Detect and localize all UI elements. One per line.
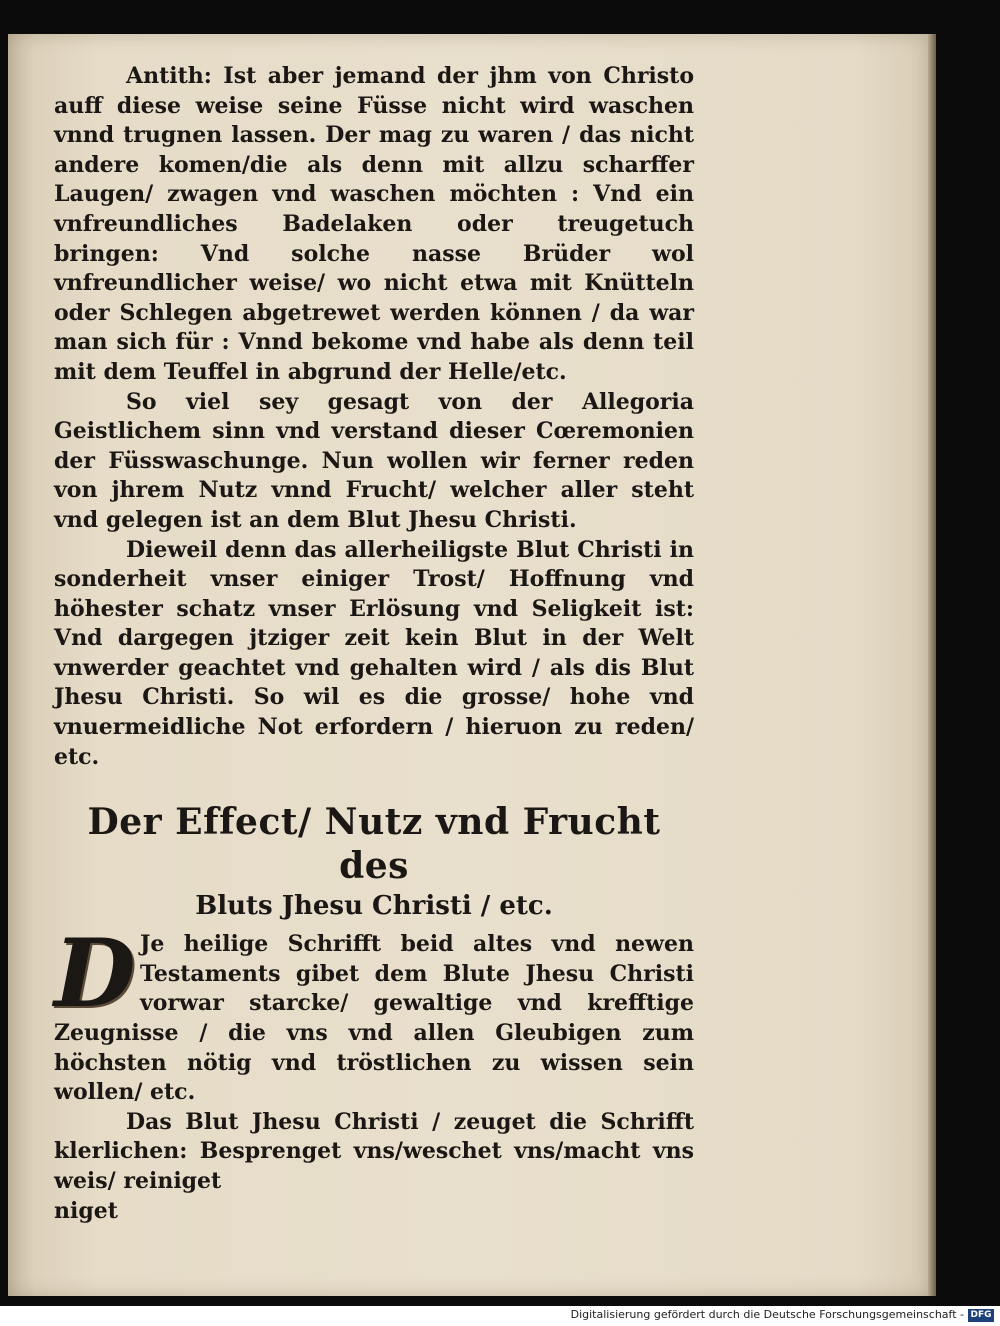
paragraph-blut-christi: Dieweil denn das allerheiligste Blut Christi in sonderheit vnser einiger Trost/ Hoffnung vnd höhester schatz vnser Erlösung vnd Seligkeit ist: Vnd dargegen jtziger zeit kein Blut in der Welt vnwerder geachtet vnd gehalten wird / als dis Blut Jhesu Christi. So wil es die grosse/ hohe vnd vnuermeidliche Not erfordern / hieruon zu reden/ etc. — [54, 536, 694, 770]
funding-credit: Digitalisierung gefördert durch die Deutsche Forschungsgemeinschaft - — [570, 1308, 964, 1321]
section-heading-line1: Der Effect/ Nutz vnd Frucht des — [87, 801, 661, 888]
section-heading-line2: Bluts Jhesu Christi / etc. — [195, 891, 553, 922]
paragraph-allegoria: So viel sey gesagt von der Allegoria Geistlichem sinn vnd verstand dieser Cœremonien der Füsswaschunge. Nun wollen wir ferner reden von jhrem Nutz vnnd Frucht/ welcher aller steht vnd gelegen ist an dem Blut Jhesu Christi. — [54, 388, 694, 533]
catchword: niget — [54, 1197, 118, 1224]
paragraph-schrifft — [54, 919, 694, 1108]
dfg-logo-icon: DFG — [968, 1309, 994, 1322]
page-text — [54, 62, 694, 1226]
footer-bar — [0, 1306, 1000, 1326]
paragraph-klerlichen: Das Blut Jhesu Christi / zeuget die Schrifft klerlichen: Besprenget vns/weschet vns/macht vns weis/ reiniget — [54, 1108, 694, 1194]
drop-cap-initial: D — [54, 919, 136, 1030]
paragraph-antithesis: Antith: Ist aber jemand der jhm von Christo auff diese weise seine Füsse nicht wird waschen vnnd trugnen lassen. Der mag zu waren / das nicht andere komen/die als denn mit allzu scharffer Laugen/ zwagen vnd waschen möchten : Vnd ein vnfreundliches Badelaken oder treugetuch bringen: Vnd solche nasse Brüder wol vnfreundlicher weise/ wo nicht etwa mit Knütteln oder Schlegen abgetrewet werden können / da war man sich für : Vnnd bekome vnd habe als denn teil mit dem Teuffel in abgrund der Helle/etc. — [54, 63, 694, 385]
page-edge — [928, 34, 936, 1296]
paragraph-schrifft-text: Je heilige Schrifft beid altes vnd newen Testaments gibet dem Blute Jhesu Christi vorwar starcke/ gewaltige vnd krefftige Zeugnisse / die vns vnd allen Gleubigen zum höchsten nötig vnd tröstlichen zu wissen sein wollen/ etc. — [54, 931, 694, 1106]
